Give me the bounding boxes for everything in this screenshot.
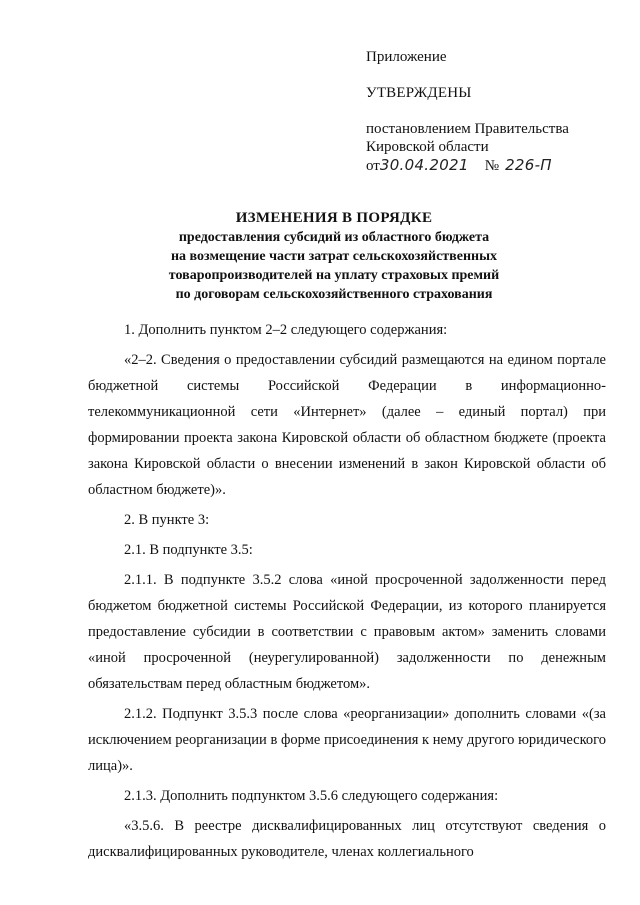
document-body <box>88 317 606 865</box>
body-paragraph: 2.1.3. Дополнить подпунктом 3.5.6 следующего содержания: <box>124 788 499 804</box>
heading-subtitle-line: предоставления субсидий из областного бюджета <box>178 230 490 245</box>
resolution-line: постановлением Правительства <box>366 121 569 137</box>
body-paragraph: 2.1.1. В подпункте 3.5.2 слова «иной просроченной задолженности перед бюджетом бюджетной системы Российской Федерации, из которого планируется предоставление субсидии в соответствии с правовым актом» заменить словами «иной просроченной (неурегулированной) задолженности по денежным обязательствам перед областным бюджетом». <box>88 572 606 692</box>
body-paragraph: «3.5.6. В реестре дисквалифицированных лиц отсутствуют сведения о дисквалифицированных руководителе, членах коллегиального <box>88 818 606 860</box>
appendix-label: Приложение <box>366 49 447 65</box>
document-heading <box>60 208 608 304</box>
date-number-line <box>366 156 552 176</box>
handwritten-date: 30.04.2021 <box>379 156 469 174</box>
body-paragraph: 2. В пункте 3: <box>124 512 210 528</box>
body-paragraph: 2.1. В подпункте 3.5: <box>124 542 253 558</box>
body-paragraph: 2.1.2. Подпункт 3.5.3 после слова «реорганизации» дополнить словами «(за исключением реорганизации в форме присоединения к нему другого юридического лица)». <box>88 706 606 774</box>
region-line: Кировской области <box>366 139 489 155</box>
heading-subtitle-line: на возмещение части затрат сельскохозяйственных <box>170 249 498 264</box>
body-paragraph: 1. Дополнить пунктом 2–2 следующего содержания: <box>124 322 448 338</box>
handwritten-number: 226-П <box>505 156 552 174</box>
body-paragraph: «2–2. Сведения о предоставлении субсидий размещаются на едином портале бюджетной системы Российской Федерации в информационно-телекоммуникационной сети «Интернет» (далее – единый портал) при формировании проекта закона Кировской области об областном бюджете (проекта закона Кировской области о внесении изменений в закон Кировской области об областном бюджете)». <box>88 352 606 498</box>
approved-label: УТВЕРЖДЕНЫ <box>366 85 472 101</box>
heading-subtitle-line: по договорам сельскохозяйственного страхования <box>175 287 493 302</box>
date-prefix: от <box>366 158 380 174</box>
number-sign: № <box>484 158 500 174</box>
heading-title: ИЗМЕНЕНИЯ В ПОРЯДКЕ <box>235 210 433 226</box>
heading-subtitle-line: товаропроизводителей на уплату страховых премий <box>168 268 500 283</box>
